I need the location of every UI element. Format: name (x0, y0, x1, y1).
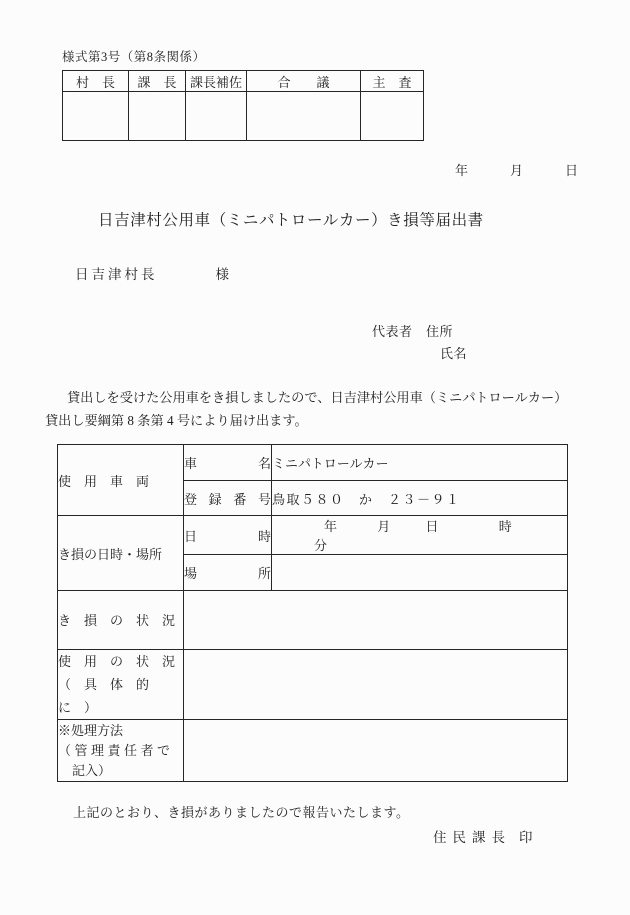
registration-number-value: 鳥取５８０ か ２３－９１ (272, 481, 568, 516)
damage-condition-label: き 損 の 状 況 (58, 591, 184, 650)
datetime-unit-year: 年 (324, 519, 338, 534)
addressee-honorific: 様 (215, 267, 229, 282)
damage-condition-row (58, 591, 568, 650)
usage-condition-row (58, 650, 568, 720)
treatment-label-line2: （管理責任者で (58, 742, 174, 758)
damage-datetime-label: 日 時 (184, 516, 272, 555)
approval-blank-cell (186, 92, 247, 141)
damage-datetime-row (58, 516, 568, 555)
usage-condition-label-line2: （ 具 体 的 に ） (58, 677, 163, 715)
representative-address-label: 代表者 住所 (372, 324, 454, 339)
issue-date-line (455, 160, 578, 179)
treatment-method-label (58, 720, 184, 782)
closing-statement: 上記のとおり、き損がありましたので報告いたします。 (73, 805, 410, 820)
approval-blank-cell (247, 92, 361, 141)
vehicle-name-row (58, 445, 568, 481)
signature-title: 住民課長 (433, 830, 511, 845)
vehicle-name-value: ミニパトロールカー (272, 445, 568, 481)
representative-name-label: 氏名 (440, 346, 468, 361)
body-line-2: 貸出し要綱第 8 条第 4 号により届け出ます。 (45, 413, 308, 428)
approval-header-consultation: 合 議 (247, 71, 361, 92)
usage-condition-label (58, 650, 184, 720)
approval-header-chief-examiner: 主 査 (361, 71, 424, 92)
approval-header-assistant-chief: 課長補佐 (186, 71, 247, 92)
issue-date-month-label: 月 (510, 163, 524, 178)
addressee-line (75, 263, 229, 283)
damage-condition-value (184, 591, 568, 650)
body-line-1: 貸出しを受けた公用車をき損しましたので、日吉津村公用車（ミニパトロールカー） (67, 390, 568, 405)
registration-number-label: 登録番号 (184, 481, 272, 516)
damage-place-value (272, 555, 568, 591)
body-paragraph (45, 386, 590, 432)
usage-condition-label-line1: 使 用 の 状 況 (58, 654, 176, 669)
approval-stamp-row (63, 92, 424, 141)
issue-date-day-label: 日 (565, 163, 579, 178)
issue-date-year-label: 年 (455, 163, 469, 178)
approval-table (62, 70, 424, 141)
damage-datetime-value (272, 516, 568, 555)
treatment-method-value (184, 720, 568, 782)
damage-datetime-place-group-label: き損の日時・場所 (58, 516, 184, 591)
signature-line (433, 826, 533, 846)
approval-blank-cell (361, 92, 424, 141)
approval-header-row (63, 71, 424, 92)
vehicle-name-label: 車 名 (184, 445, 272, 481)
vehicle-group-label: 使 用 車 両 (58, 445, 184, 516)
datetime-unit-hour: 時 (498, 519, 512, 534)
addressee-name: 日吉津村長 (75, 267, 158, 282)
form-number: 様式第3号（第8条関係） (62, 50, 206, 64)
approval-header-section-chief: 課 長 (129, 71, 186, 92)
treatment-label-line1: ※処理方法 (58, 722, 124, 738)
datetime-unit-month: 月 (377, 519, 391, 534)
treatment-label-line3: 記入） (72, 762, 112, 778)
document-title: 日吉津村公用車（ミニパトロールカー）き損等届出書 (98, 212, 484, 229)
damage-place-label: 場 所 (184, 555, 272, 591)
approval-blank-cell (129, 92, 186, 141)
report-detail-table (57, 444, 568, 782)
approval-header-mayor: 村 長 (63, 71, 129, 92)
datetime-unit-day: 日 (425, 519, 439, 534)
usage-condition-value (184, 650, 568, 720)
approval-blank-cell (63, 92, 129, 141)
treatment-method-row (58, 720, 568, 782)
datetime-unit-minute: 分 (314, 538, 328, 553)
seal-mark: 印 (519, 830, 533, 845)
